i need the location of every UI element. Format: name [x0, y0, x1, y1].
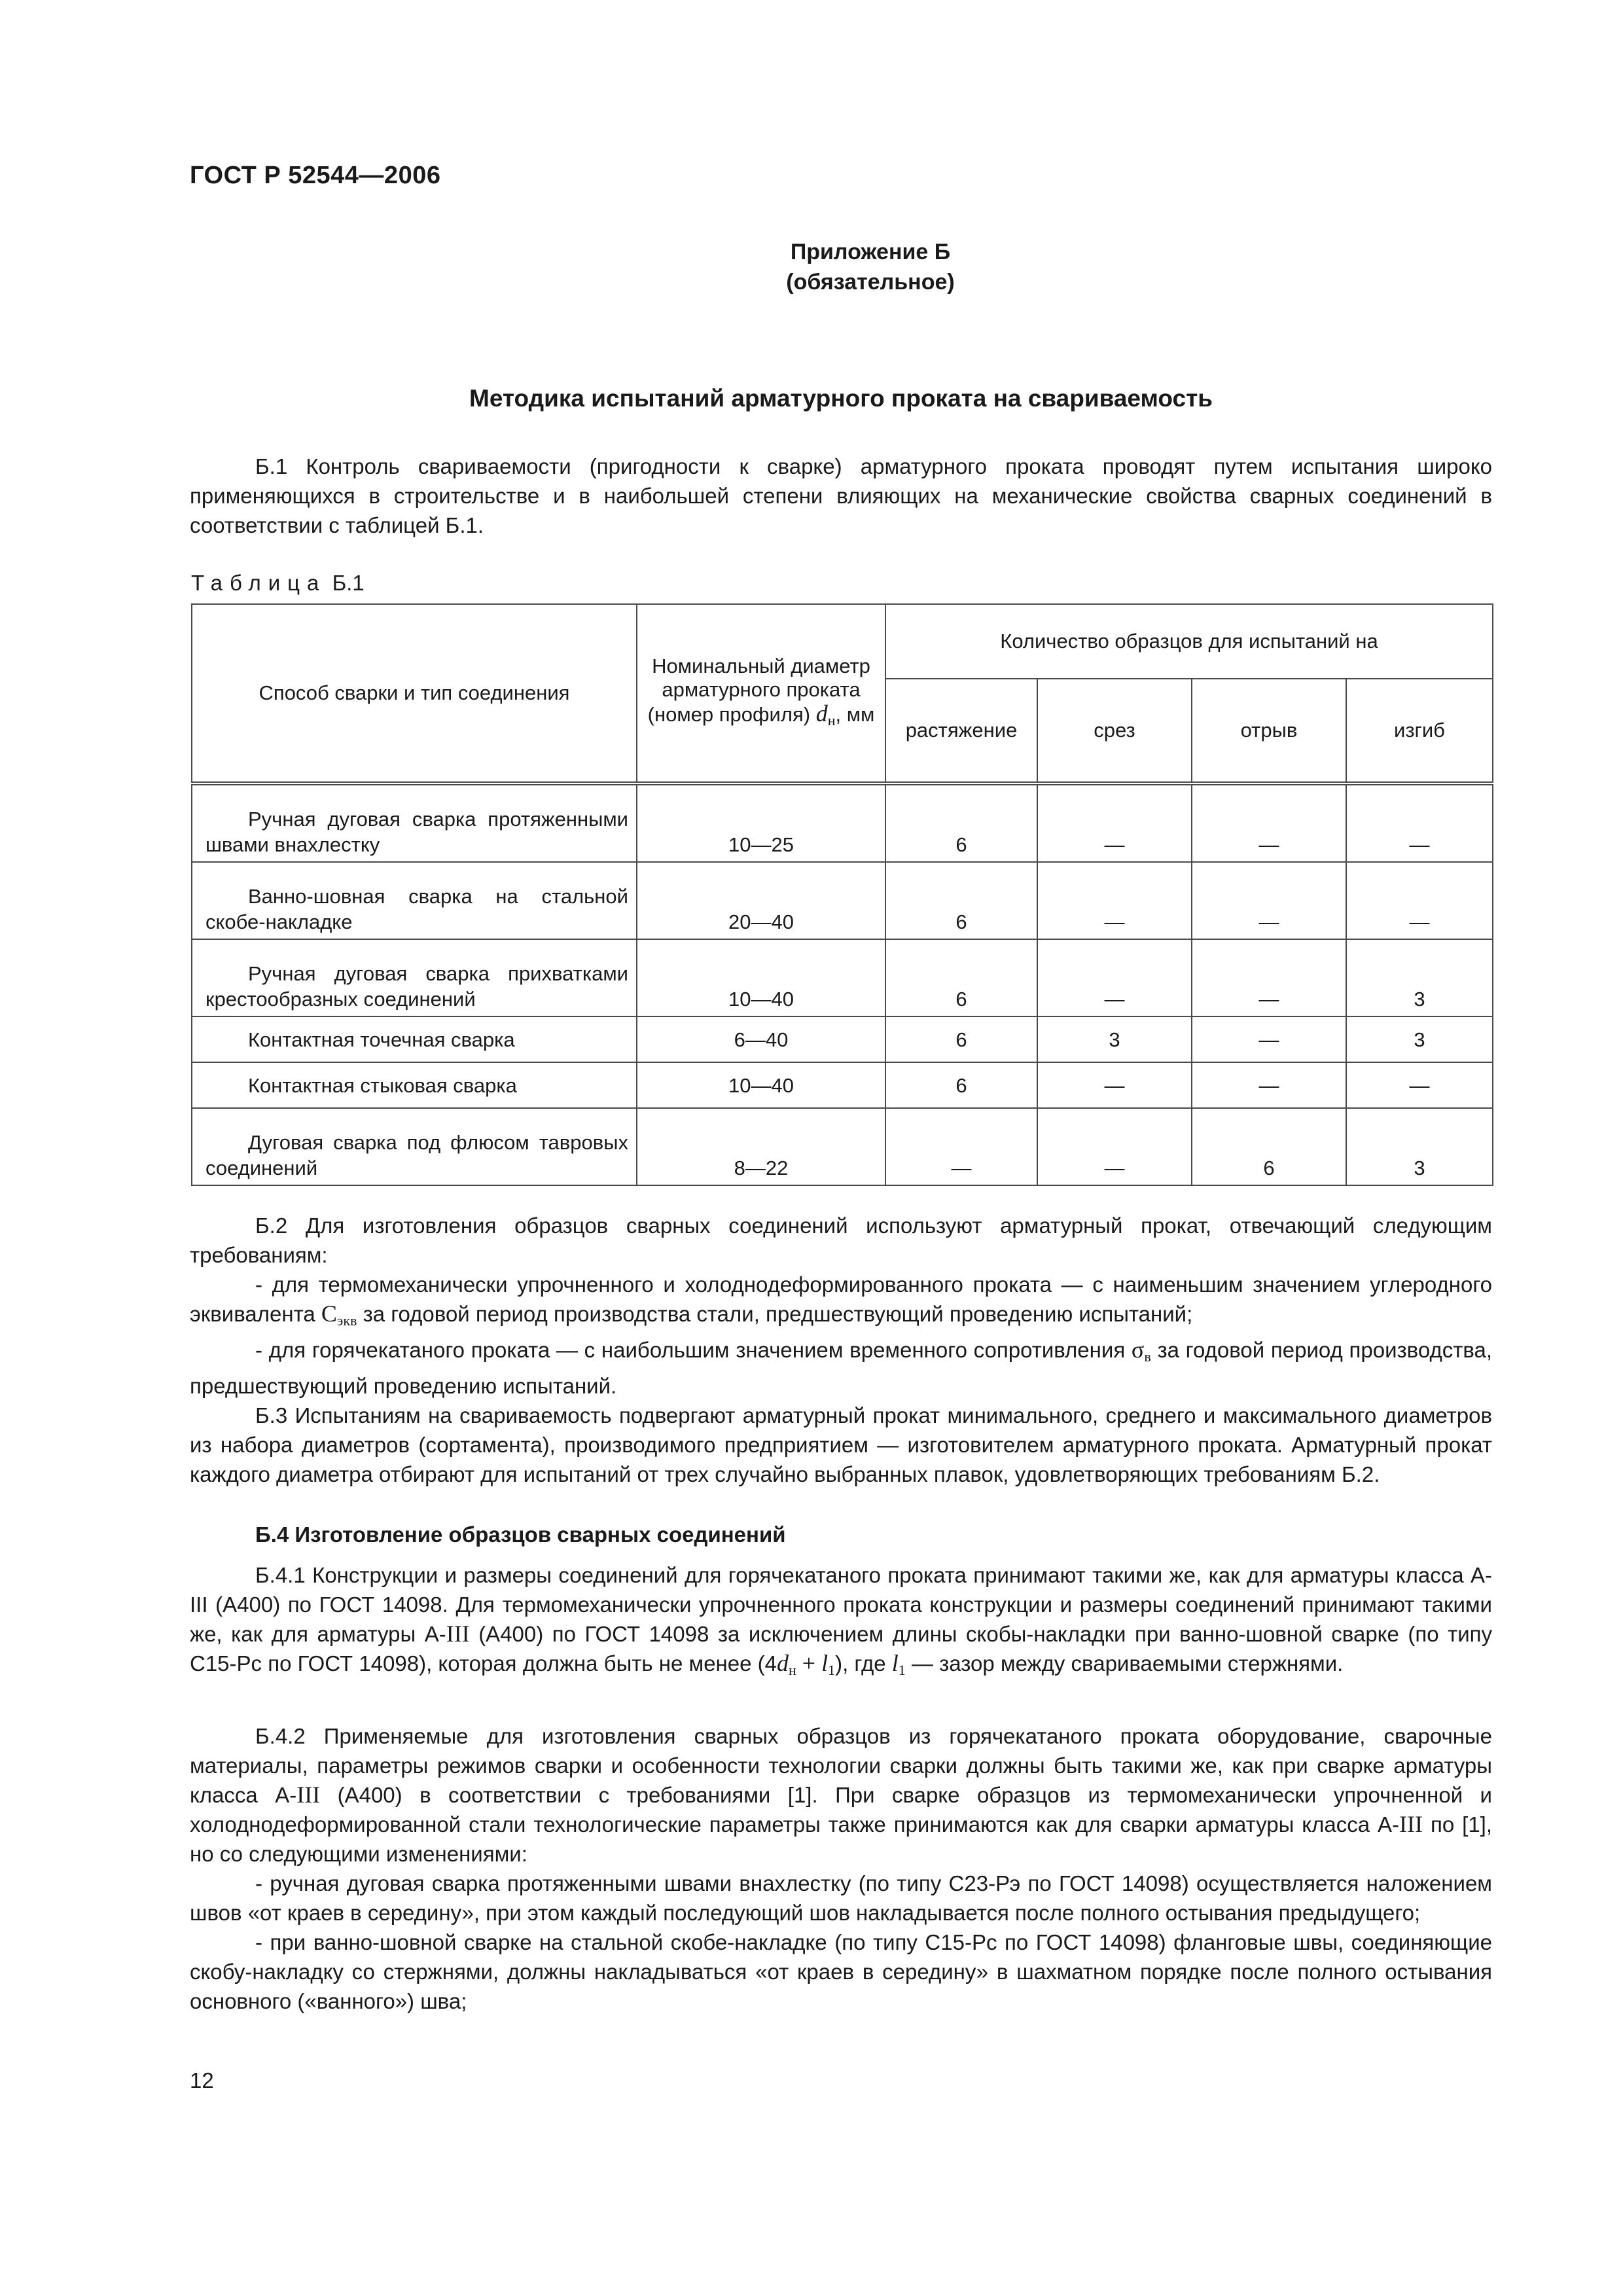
cell-tension: 6	[885, 783, 1037, 862]
table-caption-number: Б.1	[332, 571, 365, 595]
roman-class-iii: III	[1399, 1811, 1423, 1837]
cell-shear: 3	[1037, 1016, 1192, 1062]
paragraph-b42-text-2: (А400) в соответствии с требованиями [1]. При сварке образцов из термомеханически упрочненной и холоднодеформированной стали технологические параметры также принимаются как для сварки арматуры класса А-	[190, 1783, 1492, 1837]
formula-d-subscript: н	[789, 1662, 796, 1678]
formula-l: l	[821, 1650, 829, 1676]
cell-method-text: Контактная точечная сварка	[248, 1028, 515, 1051]
cell-shear: —	[1037, 783, 1192, 862]
cell-bend: 3	[1346, 1108, 1493, 1185]
table-caption-word: Таблица	[191, 571, 327, 595]
cell-tear: —	[1192, 939, 1346, 1016]
paragraph-b41-text-4: — зазор между свариваемыми стержнями.	[911, 1651, 1344, 1676]
header-bend: изгиб	[1346, 679, 1493, 783]
cell-bend: —	[1346, 1062, 1493, 1108]
appendix-status: (обязательное)	[786, 270, 955, 295]
header-count-group: Количество образцов для испытаний на	[885, 604, 1493, 679]
formula-plus: +	[796, 1650, 822, 1676]
paragraph-b41-text-3: ), где	[835, 1651, 886, 1676]
cell-shear: —	[1037, 939, 1192, 1016]
cell-method-text: Ванно-шовная сварка на стальной скобе-накладке	[205, 885, 628, 933]
cell-tension: 6	[885, 862, 1037, 939]
heading-b4-text: Б.4 Изготовление образцов сварных соединений	[255, 1522, 786, 1547]
cell-method-text: Ручная дуговая сварка прихватками крестообразных соединений	[205, 962, 628, 1011]
paragraph-b2-item-a-start: - для термомеханически упрочненного и холоднодеформированного проката — с наименьшим значением углеродного эквивалента	[190, 1272, 1492, 1326]
heading-b4	[190, 1520, 1492, 1549]
cell-shear: —	[1037, 862, 1192, 939]
table-row	[192, 862, 1493, 939]
paragraph-b1-text: Б.1 Контроль свариваемости (пригодности к сварке) арматурного проката проводят путем испытания широко применяющихся в строительстве и в наибольшей степени влияющих на механические свойства сварных соединений в соответствии с таблицей Б.1.	[190, 454, 1492, 537]
page-number: 12	[190, 2068, 214, 2092]
cell-tension: —	[885, 1108, 1037, 1185]
appendix-title: Приложение Б	[790, 240, 951, 264]
paragraph-b2-text: Б.2 Для изготовления образцов сварных соединений используют арматурный прокат, отвечающий следующим требованиям:	[190, 1213, 1492, 1267]
cell-diameter: 10—40	[637, 1062, 885, 1108]
header-diameter-symbol-sub: н	[827, 711, 836, 728]
appendix-heading	[687, 237, 1054, 297]
paragraph-b42-item-a: - ручная дуговая сварка протяженными швами внахлестку (по типу С23-Рэ по ГОСТ 14098) осуществляется наложением швов «от краев в середину», при этом каждый последующий шов накладывается после полного остывания предыдущего;	[190, 1871, 1492, 1925]
cell-bend: 3	[1346, 939, 1493, 1016]
cell-method-text: Ручная дуговая сварка протяженными швами внахлестку	[205, 808, 628, 856]
table-row	[192, 783, 1493, 862]
table-row	[192, 1062, 1493, 1108]
section-title: Методика испытаний арматурного проката на свариваемость	[469, 385, 1213, 412]
cell-method	[192, 783, 637, 862]
table-caption	[191, 571, 365, 596]
paragraph-b42	[190, 1721, 1492, 2016]
header-diameter-unit: , мм	[835, 702, 875, 726]
paragraph-b2-item-b-start: - для горячекатаного проката — с наибольшим значением временного сопротивления	[255, 1338, 1126, 1362]
paragraph-b41-text-1: Б.4.1 Конструкции и размеры соединений для горячекатаного проката принимают такими же, как для арматуры класса А-III (А400) по ГОСТ 14098. Для термомеханически упрочненного проката конструкции и размеры соединений принимают такими же, как для арматуры А-	[190, 1563, 1492, 1646]
cell-method	[192, 939, 637, 1016]
header-tension: растяжение	[885, 679, 1037, 783]
table-row	[192, 1016, 1493, 1062]
paragraph-b42-text-1: Б.4.2 Применяемые для изготовления сварных образцов из горячекатаного проката оборудование, сварочные материалы, параметры режимов сварки и особенности технологии сварки должны быть такими же, как при сварке арматуры класса А-	[190, 1724, 1492, 1807]
roman-class-iii: III	[296, 1782, 321, 1808]
gap-symbol-l: l	[891, 1650, 899, 1676]
paragraph-b42-text-3: по [1], но со следующими изменениями:	[190, 1812, 1493, 1866]
cell-bend: —	[1346, 862, 1493, 939]
paragraph-b2-item-a-end: за годовой период производства стали, предшествующий проведению испытаний;	[363, 1302, 1193, 1326]
cell-tear: —	[1192, 862, 1346, 939]
cell-shear: —	[1037, 1108, 1192, 1185]
paragraph-b41	[190, 1560, 1492, 1685]
formula-l-subscript: 1	[828, 1662, 836, 1678]
cell-diameter: 10—40	[637, 939, 885, 1016]
cell-diameter: 6—40	[637, 1016, 885, 1062]
tensile-strength-subscript: в	[1144, 1348, 1151, 1365]
paragraph-b3	[190, 1401, 1492, 1489]
header-shear: срез	[1037, 679, 1192, 783]
document-number: ГОСТ Р 52544—2006	[190, 162, 441, 189]
paragraph-b2-item-b-end: за годовой период производства, предшествующий проведению испытаний.	[190, 1338, 1492, 1398]
header-diameter-text: Номинальный диаметр арматурного проката (номер профиля)	[647, 654, 870, 726]
cell-method	[192, 1016, 637, 1062]
cell-tension: 6	[885, 1016, 1037, 1062]
cell-bend: 3	[1346, 1016, 1493, 1062]
tensile-strength-symbol: σ	[1131, 1336, 1145, 1363]
cell-diameter: 10—25	[637, 783, 885, 862]
cell-bend: —	[1346, 783, 1493, 862]
paragraph-b1	[190, 452, 1492, 540]
cell-tension: 6	[885, 939, 1037, 1016]
paragraph-b3-text: Б.3 Испытаниям на свариваемость подвергают арматурный прокат минимального, среднего и максимального диаметров из набора диаметров (сортамента), производимого предприятием — изготовителем арматурного проката. Арматурный прокат каждого диаметра отбирают для испытаний от трех случайно выбранных плавок, удовлетворяющих требованиям Б.2.	[190, 1403, 1492, 1486]
carbon-equivalent-subscript: экв	[336, 1312, 357, 1329]
cell-diameter: 20—40	[637, 862, 885, 939]
cell-diameter: 8—22	[637, 1108, 885, 1185]
cell-tear: 6	[1192, 1108, 1346, 1185]
table-row	[192, 1108, 1493, 1185]
cell-method	[192, 1108, 637, 1185]
cell-tension: 6	[885, 1062, 1037, 1108]
gap-symbol-subscript: 1	[898, 1662, 906, 1678]
table-row	[192, 939, 1493, 1016]
header-method: Способ сварки и тип соединения	[192, 604, 637, 783]
header-tear: отрыв	[1192, 679, 1346, 783]
cell-method	[192, 1062, 637, 1108]
formula-d: d	[777, 1650, 789, 1676]
cell-tear: —	[1192, 783, 1346, 862]
roman-class-iii: III	[446, 1621, 470, 1647]
table-b1	[191, 603, 1493, 1186]
cell-method-text: Контактная стыковая сварка	[248, 1073, 517, 1097]
carbon-equivalent-symbol: С	[321, 1300, 337, 1327]
header-diameter	[637, 604, 885, 783]
paragraph-b41-text-2: (А400) по ГОСТ 14098 за исключением длины скобы-накладки при ванно-шовной сварке (по типу С15-Рс по ГОСТ 14098), которая должна быть не менее (4	[190, 1622, 1492, 1676]
cell-shear: —	[1037, 1062, 1192, 1108]
paragraph-b2	[190, 1211, 1492, 1401]
cell-tear: —	[1192, 1016, 1346, 1062]
cell-tear: —	[1192, 1062, 1346, 1108]
paragraph-b42-item-b: - при ванно-шовной сварке на стальной скобе-накладке (по типу С15-Рс по ГОСТ 14098) фланговые швы, соединяющие скобу-накладку со стержнями, должны накладываться «от краев в середину» в шахматном порядке после полного остывания основного («ванного») шва;	[190, 1930, 1492, 2013]
cell-method-text: Дуговая сварка под флюсом тавровых соединений	[205, 1131, 628, 1179]
cell-method	[192, 862, 637, 939]
header-diameter-symbol: d	[815, 700, 828, 726]
